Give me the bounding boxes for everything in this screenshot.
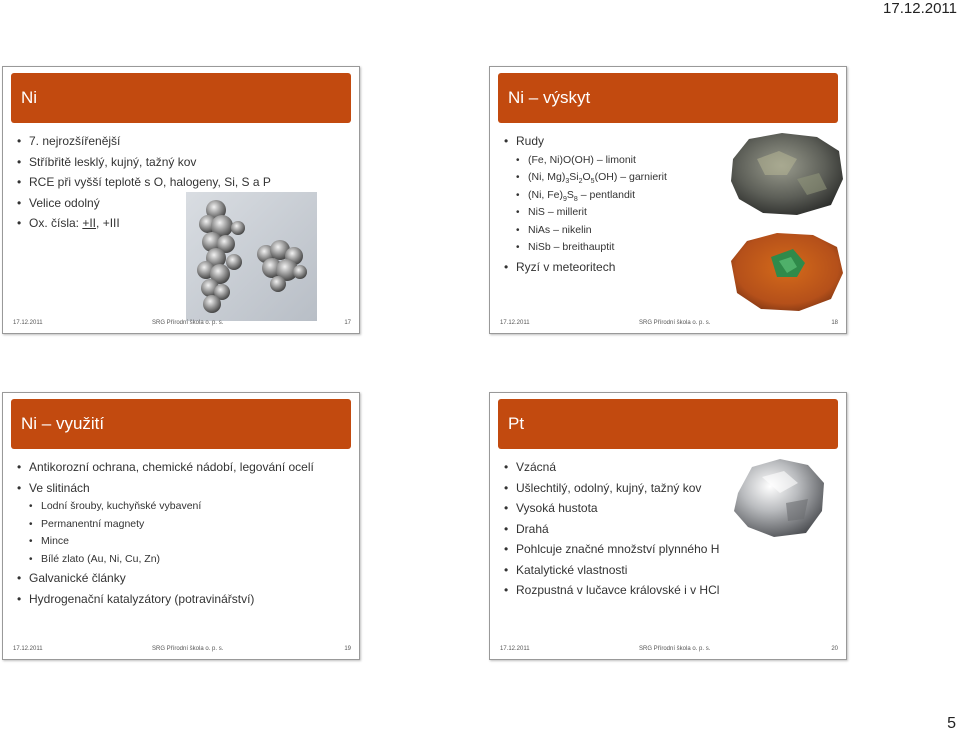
- header-date: 17.12.2011: [883, 0, 957, 17]
- slide-17: [2, 66, 360, 334]
- formula-part: O: [582, 171, 591, 183]
- formula-part: S: [566, 188, 574, 201]
- list-item: • Pohlcuje značné množství plynného H: [502, 539, 719, 560]
- list-item: • Drahá: [502, 519, 719, 540]
- footer-date: 17.12.2011: [13, 646, 43, 652]
- footer-date: 17.12.2011: [13, 320, 43, 326]
- page-number: 5: [947, 715, 956, 732]
- list-item: • Ve slitinách: [15, 478, 314, 499]
- formula-part: Si: [569, 171, 579, 183]
- footer-school: SRG Přírodní škola o. p. s.: [639, 320, 711, 326]
- footer-date: 17.12.2011: [500, 646, 530, 652]
- formula-sub: 5: [590, 178, 595, 186]
- list-item: • Galvanické články: [15, 568, 314, 589]
- formula-sub: 2: [578, 178, 583, 186]
- bullet-list: [15, 457, 314, 609]
- footer-date: 17.12.2011: [500, 320, 530, 326]
- formula-part: (Ni, Fe): [528, 188, 563, 201]
- ox-ii: +II: [82, 216, 97, 230]
- list-item: • Ryzí v meteoritech: [502, 257, 667, 278]
- garnierite-ore-photo-orange: [727, 227, 846, 315]
- slide-title: Ni – výskyt: [498, 73, 838, 123]
- formula-part: (Ni, Mg): [528, 171, 566, 183]
- slide-18: [489, 66, 847, 334]
- list-item: • 7. nejrozšířenější: [15, 131, 271, 152]
- list-item: • Ušlechtilý, odolný, kujný, tažný kov: [502, 478, 719, 499]
- formula-sub: 8: [573, 195, 578, 203]
- list-item: • Hydrogenační katalyzátory (potravinářství): [15, 589, 314, 610]
- formula-sub: 3: [565, 178, 570, 186]
- slide-title: Ni: [11, 73, 351, 123]
- list-item-sub: • Bílé zlato (Au, Ni, Cu, Zn): [15, 551, 314, 569]
- footer-school: SRG Přírodní škola o. p. s.: [152, 646, 224, 652]
- bullet-list: [502, 131, 667, 277]
- slide-19: [2, 392, 360, 660]
- formula-sub: 9: [563, 195, 567, 203]
- slide-20: [489, 392, 847, 660]
- footer-slide-number: 20: [831, 646, 838, 652]
- list-item: • Vysoká hustota: [502, 498, 719, 519]
- footer-slide-number: 19: [344, 646, 351, 652]
- list-item-sub: • Mince: [15, 533, 314, 551]
- list-item-sub: [502, 169, 667, 187]
- list-item-sub: • (Fe, Ni)O(OH) – limonit: [502, 152, 667, 170]
- list-item: • Antikorozní ochrana, chemické nádobí, legování ocelí: [15, 457, 314, 478]
- list-item: • Velice odolný: [15, 193, 271, 214]
- ox-prefix: Ox. čísla:: [29, 216, 83, 230]
- nickel-metal-photo: [186, 192, 317, 321]
- list-item-sub: [502, 187, 667, 205]
- list-item: • Rudy: [502, 131, 667, 152]
- list-item-sub: • NiS – millerit: [502, 204, 667, 222]
- ox-rest: , +III: [96, 216, 120, 230]
- footer-slide-number: 18: [831, 320, 838, 326]
- footer-school: SRG Přírodní škola o. p. s.: [639, 646, 711, 652]
- bullet-list: [502, 457, 719, 601]
- formula-part: (OH) – garnierit: [594, 171, 667, 183]
- footer-school: SRG Přírodní škola o. p. s.: [152, 320, 224, 326]
- list-item: • Stříbřitě lesklý, kujný, tažný kov: [15, 152, 271, 173]
- footer-slide-number: 17: [344, 320, 351, 326]
- list-item: • Vzácná: [502, 457, 719, 478]
- list-item: • Rozpustná v lučavce královské i v HCl: [502, 580, 719, 601]
- slide-title: Ni – využití: [11, 399, 351, 449]
- garnierite-ore-photo-grey: [727, 129, 846, 219]
- list-item: • Katalytické vlastnosti: [502, 560, 719, 581]
- list-item-sub: • NiSb – breithauptit: [502, 239, 667, 257]
- list-item-sub: • NiAs – nikelin: [502, 222, 667, 240]
- formula-part: – pentlandit: [577, 188, 636, 201]
- platinum-nugget-photo: [728, 453, 830, 541]
- slide-title: Pt: [498, 399, 838, 449]
- list-item-sub: • Permanentní magnety: [15, 516, 314, 534]
- list-item: • RCE při vyšší teplotě s O, halogeny, Si, S a P: [15, 172, 271, 193]
- list-item-sub: • Lodní šrouby, kuchyňské vybavení: [15, 498, 314, 516]
